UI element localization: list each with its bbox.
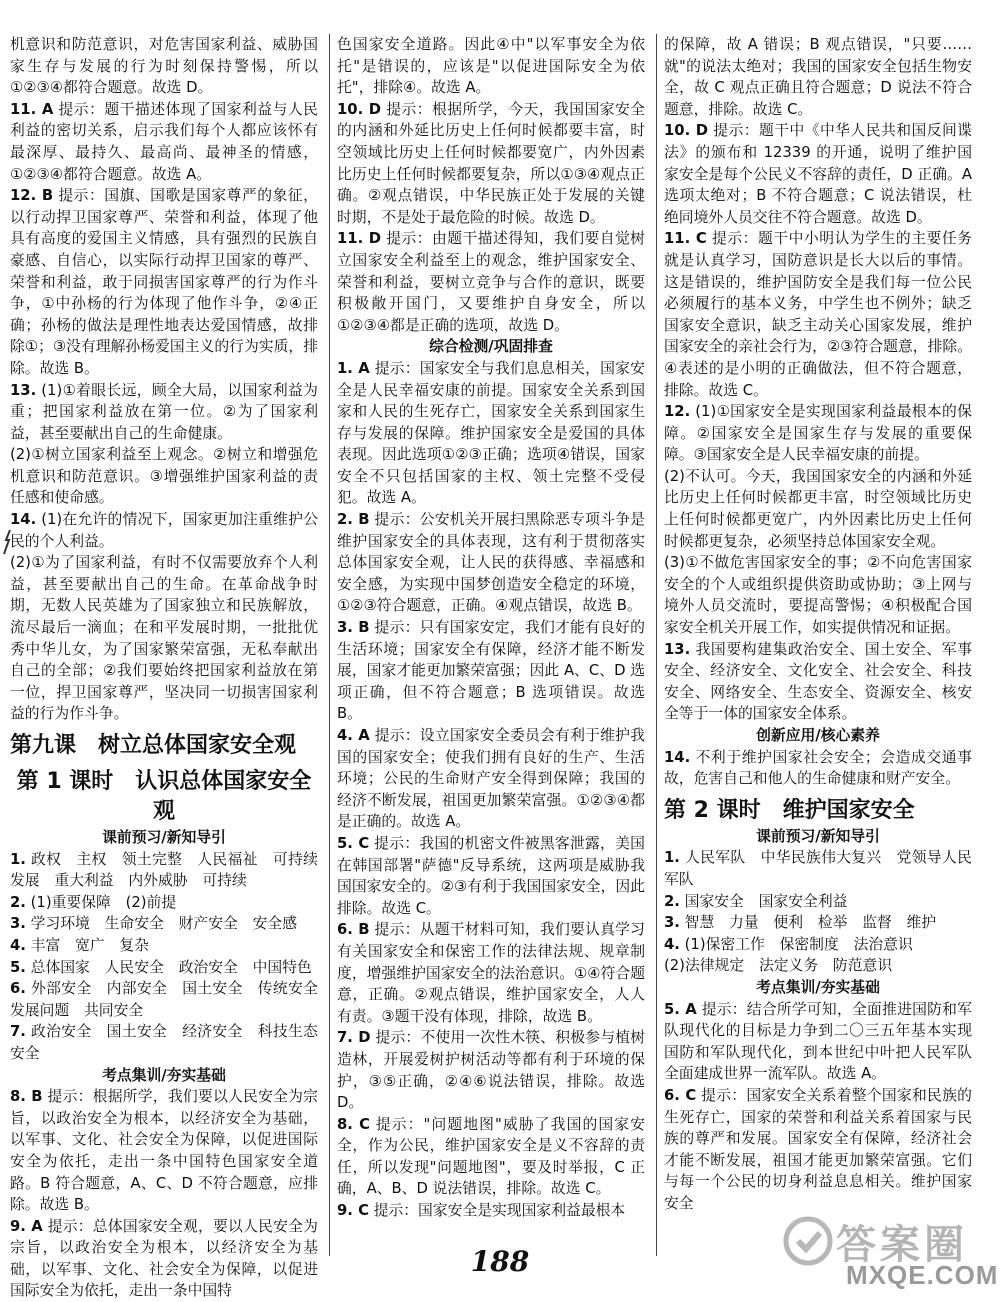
lesson-subtitle: 第 1 课时 认识总体国家安全观 xyxy=(16,769,312,824)
answer-number: 7. D xyxy=(337,1029,371,1047)
answer-text: 提示：总体国家安全观，要以人民安全为宗旨，以政治安全为根本，以经济安全为基础，以军事、文化、社会安全为保障，以促进国际安全为依托，走出一条中国特 xyxy=(10,1217,318,1300)
answer-item xyxy=(664,999,972,1085)
answer-item xyxy=(10,1021,318,1064)
pen-mark-icon xyxy=(0,528,14,556)
answer-text: 总体国家 人民安全 政治安全 中国特色 xyxy=(30,958,312,976)
answer-number: 6. B xyxy=(337,921,370,939)
answer-number: 2. xyxy=(10,893,26,911)
section-heading: 考点集训/夯实基础 xyxy=(102,1066,226,1084)
answer-text: 提示：根据所学，我们要以人民安全为宗旨，以政治安全为根本，以经济安全为基础，以军事、文化、社会安全为保障，以促进国际安全为依托，走出一条中国特色国家安全道路。B 符合题意，A、C、D 不符合题意，应排除。故选 B。 xyxy=(10,1088,318,1214)
answer-list xyxy=(664,747,972,790)
answer-number: 11. D xyxy=(337,230,382,248)
answer-text: 提示：国家安全关系着整个国家和民族的生死存亡，国家的荣誉和利益关系着国家与民族的尊严和发展。国家安全有保障，经济社会才能不断发展，祖国才能更加繁荣富强。它们与每一个公民的切身利益息息相关。维护国家安全 xyxy=(664,1086,972,1212)
answer-number: 3. xyxy=(664,914,680,932)
section-heading: 课前预习/新知导引 xyxy=(756,827,880,845)
watermark-text: 答案圈 xyxy=(836,1222,968,1268)
answer-item xyxy=(664,1085,972,1215)
answer-item xyxy=(664,466,972,552)
answer-text: 不利于维护国家社会安全；会造成交通事故，危害自己和他人的生命健康和财产安全。 xyxy=(664,748,972,788)
page-number: 188 xyxy=(470,1245,530,1278)
answer-item xyxy=(337,919,645,1027)
answer-item xyxy=(337,1114,645,1200)
answer-number: 10. D xyxy=(664,122,709,140)
answer-text: (1)①国家安全是实现国家利益最根本的保障。②国家安全是国家生存与发展的重要保障。③国家安全是人民幸福安康的前提。 xyxy=(664,403,972,464)
answer-list xyxy=(10,849,333,1065)
column-3 xyxy=(664,34,972,1262)
answer-text: (1)重要保障 (2)前提 xyxy=(30,893,177,911)
answer-text: 提示：根据所学，今天，我国国家安全的内涵和外延比历史上任何时候都要丰富，时空领域比历史上任何时候都要宽广，内外因素比历史上任何时候都要复杂，所以①③④观点正确。②观点错误，中华民族正处于发展的关键时期，不是处于最危险的时候。故选 D。 xyxy=(337,100,645,226)
answer-text: 外部安全 内部安全 国土安全 传统安全 发展问题 共同安全 xyxy=(10,980,333,1019)
answer-item xyxy=(664,120,972,228)
answer-item xyxy=(10,380,318,445)
answer-list xyxy=(664,847,972,977)
answer-text: 的保障，故 A 错误；B 观点错误，"只要……就"的说法太绝对；我国的国家安全包括生物安全，故 C 观点正确且符合题意；D 说法不符合题意，排除。故选 C。 xyxy=(664,36,972,118)
answer-number: 13. xyxy=(10,381,37,399)
answer-list xyxy=(10,34,318,725)
answer-text: 提示：公安机关开展扫黑除恶专项斗争是维护国家安全的具体表现，这有利于贯彻落实总体国家安全观，让人民的获得感、幸福感和安全感，为实现中国梦创造安全稳定的环境，①②③符合题意，正确。④观点错误，故选 B。 xyxy=(337,511,645,615)
answer-text: 政权 主权 领土完整 人民福祉 可持续发展 重大利益 内外威胁 可持续 xyxy=(10,850,318,890)
answer-text: 色国家安全道路。因此④中"以军事安全为依托"是错误的，应该是"以促进国际安全为依托"，排除④。故选 A。 xyxy=(337,36,645,97)
answer-number: 10. D xyxy=(337,100,382,118)
answer-number: 4. xyxy=(10,936,26,954)
answer-number: 3. xyxy=(10,915,26,933)
answer-text: 提示：国家安全与我们息息相关，国家安全是人民幸福安康的前提。国家安全关系到国家和人民的生死存亡，国家安全关系到国家生存与发展的保障。维护国家安全是爱国的具体表现。因此选项①②③正确；选项④错误，国家安全不只包括国家的主权、领土完整不受侵犯。故选 A。 xyxy=(337,359,645,507)
answer-item xyxy=(664,639,972,725)
answer-item xyxy=(337,1200,645,1222)
answer-item xyxy=(337,617,645,725)
answer-text: (2)法律规定 法定义务 防范意识 xyxy=(664,957,893,975)
answer-item xyxy=(10,185,318,379)
answer-number: 14. xyxy=(10,511,37,529)
answer-list xyxy=(664,999,972,1215)
column-divider xyxy=(329,34,330,1256)
answer-text: 智慧 力量 便利 检举 监督 维护 xyxy=(684,914,937,932)
answer-item xyxy=(10,849,318,892)
answer-item xyxy=(664,912,972,934)
answer-text: (1)在允许的情况下，国家更加注重维护公民的个人利益。 xyxy=(10,511,318,550)
column-1 xyxy=(10,34,333,1300)
answer-text: (1)①着眼长远，顾全大局，以国家利益为重；把国家利益放在第一位。②为了国家利益，甚至要献出自己的生命健康。 xyxy=(10,381,318,442)
answer-text: 政治安全 国土安全 经济安全 科技生态安全 xyxy=(10,1023,318,1062)
section-heading: 课前预习/新知导引 xyxy=(102,829,226,846)
answer-text: 学习环境 生命安全 财产安全 安全感 xyxy=(30,915,297,933)
answer-number: 9. C xyxy=(337,1202,369,1220)
answer-number: 5. A xyxy=(664,1000,697,1018)
answer-number: 1. xyxy=(10,850,26,868)
answer-list xyxy=(337,358,645,1222)
answer-item xyxy=(10,509,318,552)
answer-item xyxy=(337,833,645,919)
lesson-title: 第九课 树立总体国家安全观 xyxy=(10,733,297,758)
answer-item xyxy=(337,34,645,99)
answer-number: 5. xyxy=(10,958,26,976)
answer-number: 8. B xyxy=(10,1088,43,1106)
answer-text: 提示：国家安全是实现国家利益最根本 xyxy=(373,1202,626,1220)
column-divider xyxy=(656,34,657,1256)
answer-text: 提示：题干描述体现了国家利益与人民利益的密切关系，启示我们每个人都应该怀有最深厚、最持久、最高尚、最神圣的情感，①②③④都符合题意。故选 A。 xyxy=(10,100,318,183)
answer-text: 提示：设立国家安全委员会有利于维护我国的国家安全；使我们拥有良好的生产、生活环境；公民的生命财产安全得到保障；我国的经济不断发展，祖国更加繁荣富强。①②③④都是正确的。故选 A。 xyxy=(337,727,645,831)
watermark-url: MXQE.COM xyxy=(846,1260,999,1290)
column-2 xyxy=(337,34,645,1262)
answer-number: 5. C xyxy=(337,834,370,852)
answer-text: 提示：国旗、国歌是国家尊严的象征，以行动捍卫国家尊严、荣誉和利益，体现了他具有高度的爱国主义情感，具有强烈的民族自豪感、自信心，以实际行动捍卫国家的尊严、荣誉和利益，敢于同损害国家尊严的行为作斗争，①中孙杨的行为体现了他作斗争，②④正确；孙杨的做法是理性地表达爱国情感，故排除①；③没有理解孙杨爱国主义的行为实质，排除。故选 B。 xyxy=(10,187,318,377)
answer-number: 2. xyxy=(664,892,680,910)
answer-item xyxy=(664,747,972,790)
answer-item xyxy=(10,34,318,99)
answer-item xyxy=(10,978,333,1021)
answer-text: (2)①树立国家利益至上观念。②树立和增强危机意识和防范意识。③增强维护国家利益的责任感和使命感。 xyxy=(10,446,318,507)
answer-number: 6. C xyxy=(664,1086,697,1104)
answer-number: 11. C xyxy=(664,230,707,248)
answer-text: (1)保密工作 保密制度 法治意识 xyxy=(684,935,913,953)
answer-list xyxy=(337,34,645,336)
answer-item xyxy=(337,228,645,336)
answer-text: (3)①不做危害国家安全的事；②不向危害国家安全的个人或组织提供资助或协助；③上网与境外人员交流时，要提高警惕；④积极配合国家安全机关开展工作，如实提供情况和证据。 xyxy=(664,554,972,637)
answer-item xyxy=(664,847,972,890)
answer-item xyxy=(337,725,645,833)
answer-number: 4. A xyxy=(337,727,370,744)
answer-text: 丰富 宽广 复杂 xyxy=(30,936,150,954)
watermark-logo-icon xyxy=(782,1215,834,1267)
answer-item xyxy=(337,358,645,509)
answer-item xyxy=(664,401,972,466)
answer-item xyxy=(337,99,645,229)
answer-item xyxy=(664,934,972,956)
answer-item xyxy=(337,1027,645,1113)
answer-text: 提示：我国的机密文件被黑客泄露，美国在韩国部署"萨德"反导系统，这两项是威胁我国国家安全的。②③有利于我国国家安全，因此排除。故选 C。 xyxy=(337,834,645,917)
answer-item xyxy=(10,99,318,185)
answer-item xyxy=(664,552,972,638)
answer-text: 机意识和防范意识，对危害国家利益、威胁国家生存与发展的行为时刻保持警惕，所以①②③④都符合题意。故选 D。 xyxy=(10,36,318,97)
answer-text: 提示："问题地图"威胁了我国的国家安全，作为公民，维护国家安全是义不容辞的责任，所以发现"问题地图"，要及时举报，C 正确，A、B、D 说法错误，排除。故选 C。 xyxy=(337,1115,645,1198)
answer-text: 提示：结合所学可知，全面推进国防和军队现代化的目标是力争到二〇三五年基本实现国防和军队现代化，到本世纪中叶把人民军队全面建成世界一流军队。故选 A。 xyxy=(664,1000,972,1083)
answer-item xyxy=(10,935,318,957)
section-heading: 创新应用/核心素养 xyxy=(756,727,880,744)
answer-number: 6. xyxy=(10,980,26,998)
answer-number: 2. B xyxy=(337,511,370,529)
answer-item xyxy=(664,955,972,977)
watermark xyxy=(782,1207,999,1295)
answer-text: 我国要构建集政治安全、国土安全、军事安全、经济安全、文化安全、社会安全、科技安全、网络安全、生态安全、资源安全、核安全等于一体的国家安全体系。 xyxy=(664,640,972,723)
answer-number: 11. A xyxy=(10,100,54,118)
answer-item xyxy=(664,228,972,401)
answer-text: 提示：从题干材料可知，我们要认真学习有关国家安全和保密工作的法律法规、规章制度，增强维护国家安全的法治意识。①④符合题意，正确。②观点错误，维护国家安全，人人有责。③题干没有体现，排除，故选 B。 xyxy=(337,921,645,1025)
answer-number: 9. A xyxy=(10,1217,43,1235)
answer-text: 人民军队 中华民族伟大复兴 党领导人民军队 xyxy=(664,849,972,888)
answer-text: 提示：题干中《中华人民共和国反间谍法》的颁布和 12339 的开通，说明了维护国家安全是每个公民义不容辞的责任，D 正确。A 选项太绝对；B 不符合题意；C 说法错误，杜绝同境外人员交往不符合题意。故选 D。 xyxy=(664,122,972,226)
answer-text: (2)①为了国家利益，有时不仅需要放弃个人利益，甚至要献出自己的生命。在革命战争时期，无数人民英雄为了国家独立和民族解放，流尽最后一滴血；在和平发展时期，一批批优秀中华儿女，为了国家繁荣富强，无私奉献出自己的全部；②我们要始终把国家利益放在第一位，捍卫国家尊严，坚决同一切损害国家利益的行为作斗争。 xyxy=(10,554,318,723)
answer-item xyxy=(10,892,318,914)
answer-number: 12. xyxy=(664,403,691,421)
section-heading: 考点集训/夯实基础 xyxy=(756,978,880,996)
answer-item xyxy=(10,913,318,935)
answer-item xyxy=(664,891,972,913)
answer-text: (2)不认可。今天，我国国家安全的内涵和外延比历史上任何时候都更丰富，时空领域比历史上任何时候都更宽广，内外因素比历史上任何时候都更复杂，必须坚持总体国家安全观。 xyxy=(664,467,972,550)
answer-number: 3. B xyxy=(337,619,370,637)
answer-text: 提示：不使用一次性木筷、积极参与植树造林，开展爱树护树活动等都有利于环境的保护，③⑤正确，②④⑥说法错误，排除。故选 D。 xyxy=(337,1029,645,1112)
answer-item xyxy=(664,34,972,120)
answer-item xyxy=(10,444,318,509)
answer-number: 7. xyxy=(10,1023,26,1041)
answer-number: 12. B xyxy=(10,187,54,205)
answer-text: 国家安全 国家安全利益 xyxy=(684,892,848,910)
answer-item xyxy=(10,957,318,979)
answer-item xyxy=(10,552,318,725)
answer-number: 14. xyxy=(664,748,691,766)
answer-number: 1. xyxy=(664,849,680,867)
answer-item xyxy=(10,1086,318,1216)
answer-number: 4. xyxy=(664,935,680,953)
answer-number: 8. C xyxy=(337,1115,371,1133)
answer-text: 提示：题干中小明认为学生的主要任务就是认真学习，国防意识是长大以后的事情。这是错误的，维护国防安全是我们每一位公民必须履行的基本义务，中学生也不例外；缺乏国家安全意识，缺乏主动关心国家发展，维护国家安全的亲社会行为，②③符合题意，排除。④表述的是小明的正确做法，但不符合题意，排除。故选 C。 xyxy=(664,230,972,399)
section-heading: 综合检测/巩固排查 xyxy=(429,338,553,356)
answer-text: 提示：由题干描述得知，我们要自觉树立国家安全利益至上的观念，维护国家安全、荣誉和利益，要树立竞争与合作的意识，既要积极敞开国门，又要维护自身安全，所以①②③④都是正确的选项，故选 D。 xyxy=(337,230,645,334)
answer-item xyxy=(337,509,645,617)
lesson-title: 第 2 课时 维护国家安全 xyxy=(664,797,915,823)
answer-number: 1. A xyxy=(337,359,370,377)
answer-number: 13. xyxy=(664,640,691,658)
answer-list xyxy=(664,34,972,725)
answer-text: 提示：只有国家安定，我们才能有良好的生活环境；国家安全有保障，经济才能不断发展，国家才能更加繁荣富强；因此 A、C、D 选项正确，但不符合题意；B 选项错误。故选 B。 xyxy=(337,619,645,723)
